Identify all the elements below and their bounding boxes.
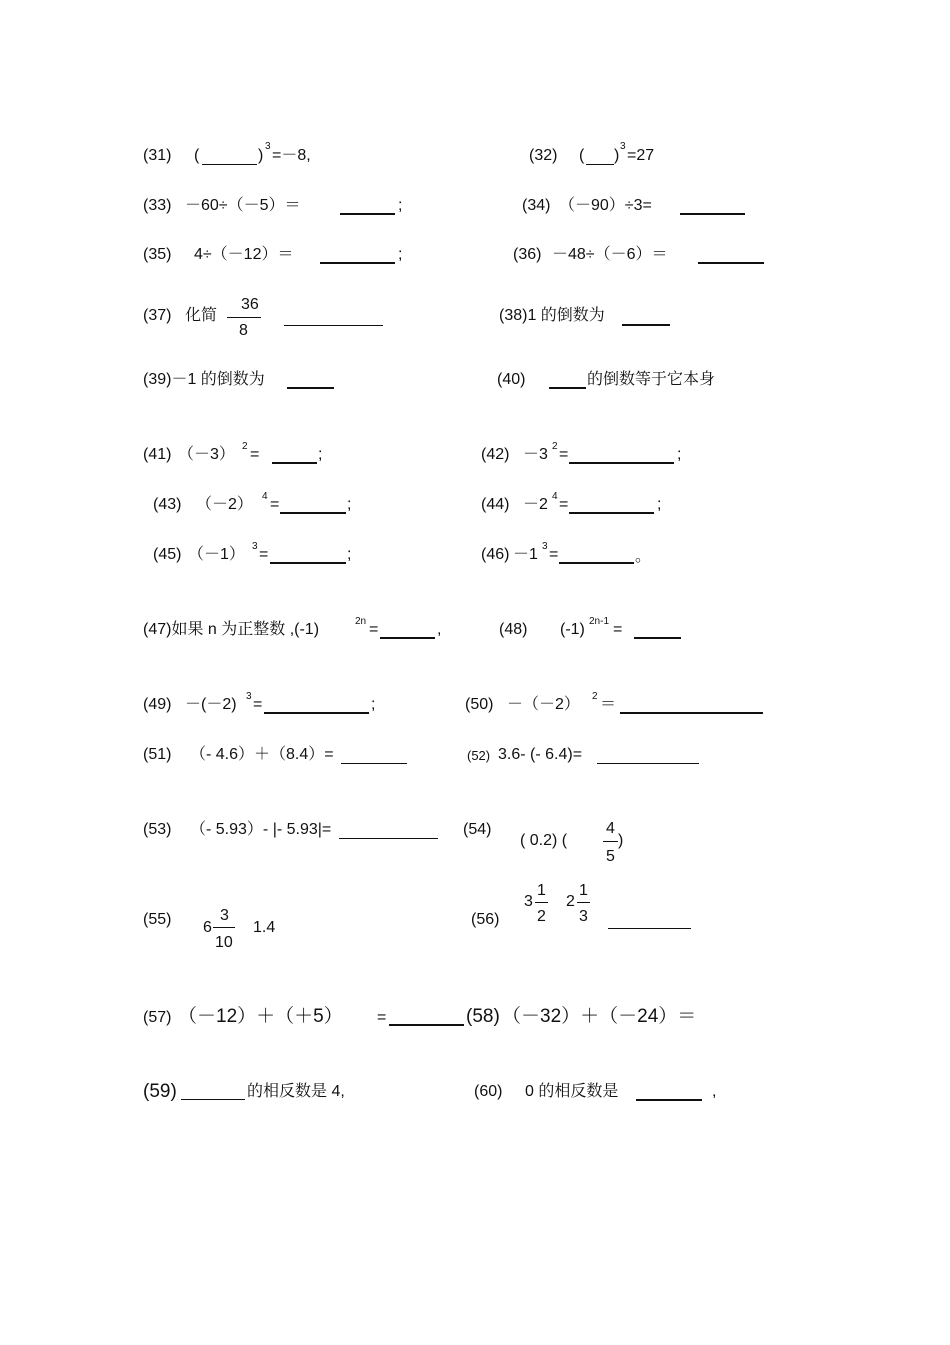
problem-44-exponent: 4 — [552, 491, 558, 502]
problem-38-text: (38)1 的倒数为 — [499, 307, 605, 324]
problem-54-numerator: 4 — [606, 820, 615, 837]
problem-59-text: 的相反数是 4, — [247, 1083, 345, 1100]
problem-41-number: (41) — [143, 446, 172, 463]
problem-50-answer-blank[interactable] — [620, 712, 763, 714]
problem-42-equals: = — [559, 446, 569, 463]
problem-31-open-paren: ( — [194, 147, 200, 164]
problem-40-text: 的倒数等于它本身 — [587, 371, 716, 388]
problem-31-close-paren: ) — [258, 147, 264, 164]
problem-46-answer-blank[interactable] — [559, 562, 634, 564]
problem-51-answer-blank[interactable] — [341, 763, 407, 764]
problem-45-equals: = — [259, 546, 269, 563]
problem-34-number: (34) — [522, 197, 551, 214]
problem-37-answer-blank[interactable] — [284, 325, 383, 326]
problem-50-equals: ＝ — [600, 696, 617, 713]
problem-33-end: ; — [398, 197, 403, 214]
problem-48-answer-blank[interactable] — [634, 637, 681, 639]
problem-55-fraction-bar — [213, 927, 235, 928]
problem-35-expression: 4÷（－12）＝ — [194, 246, 294, 263]
problem-42-exponent: 2 — [552, 441, 558, 452]
problem-53-expression: （- 5.93）- |- 5.93|= — [190, 821, 332, 838]
problem-44-answer-blank[interactable] — [569, 512, 654, 514]
problem-39-text: (39)－1 的倒数为 — [143, 371, 265, 388]
problem-51-expression: （- 4.6）＋（8.4）= — [190, 746, 334, 763]
problem-44-number: (44) — [481, 496, 510, 513]
problem-52-number: (52) — [467, 748, 491, 763]
problem-46-exponent: 3 — [542, 541, 548, 552]
problem-49-end: ; — [371, 696, 376, 713]
problem-47-text: (47)如果 n 为正整数 ,(-1) — [143, 621, 320, 638]
problem-43-answer-blank[interactable] — [280, 512, 346, 514]
problem-46-end: 。 — [635, 548, 652, 565]
problem-45-exponent: 3 — [252, 541, 258, 552]
problem-47-end: , — [437, 621, 442, 638]
problem-53-number: (53) — [143, 821, 172, 838]
problem-57-expression: （－12）＋（＋5） — [178, 1006, 343, 1027]
problem-34-answer-blank[interactable] — [680, 213, 745, 215]
problem-60-end: , — [712, 1083, 717, 1100]
problem-31-answer-blank[interactable] — [202, 164, 257, 165]
problem-48-equals: = — [613, 621, 623, 638]
problem-52-expression: 3.6- (- 6.4)= — [498, 746, 583, 763]
problem-54-denominator: 5 — [606, 848, 615, 865]
problem-37-fraction-bar — [227, 317, 261, 318]
problem-39-answer-blank[interactable] — [287, 387, 334, 389]
problem-38-answer-blank[interactable] — [622, 324, 670, 326]
problem-57-number: (57) — [143, 1009, 172, 1026]
problem-56-fraction-bar-1 — [535, 902, 548, 903]
problem-60-text: 0 的相反数是 — [525, 1083, 619, 1100]
problem-32-open-paren: ( — [579, 147, 585, 164]
problem-60-number: (60) — [474, 1083, 503, 1100]
problem-42-base: －3 — [523, 446, 548, 463]
problem-49-equals: = — [253, 696, 263, 713]
problem-57-answer-blank[interactable] — [389, 1024, 464, 1026]
problem-33-answer-blank[interactable] — [340, 213, 395, 215]
problem-56-numerator-1: 1 — [537, 882, 546, 899]
problem-41-base: （－3） — [178, 446, 235, 463]
problem-47-answer-blank[interactable] — [380, 637, 435, 639]
problem-55-whole: 6 — [203, 919, 212, 936]
problem-37-label: 化简 — [185, 307, 218, 324]
problem-56-denominator-2: 3 — [579, 908, 588, 925]
problem-49-base: －(－2) — [185, 696, 237, 713]
problem-43-exponent: 4 — [262, 491, 268, 502]
problem-58-expression: （－32）＋（－24）＝ — [502, 1006, 697, 1027]
problem-31-number: (31) — [143, 147, 172, 164]
problem-49-answer-blank[interactable] — [264, 712, 369, 714]
problem-56-number: (56) — [471, 911, 500, 928]
problem-42-number: (42) — [481, 446, 510, 463]
problem-43-end: ; — [347, 496, 352, 513]
problem-49-exponent: 3 — [246, 691, 252, 702]
problem-40-number: (40) — [497, 371, 526, 388]
problem-46-equals: = — [549, 546, 559, 563]
problem-53-answer-blank[interactable] — [339, 838, 438, 839]
problem-56-answer-blank[interactable] — [608, 928, 691, 929]
problem-45-end: ; — [347, 546, 352, 563]
problem-32-close-paren: ) — [614, 147, 620, 164]
problem-31-exponent: 3 — [265, 141, 271, 152]
problem-54-close-paren: ) — [618, 832, 624, 849]
problem-55-tail: 1.4 — [253, 919, 276, 936]
problem-50-base: －（－2） — [507, 696, 580, 713]
problem-37-number: (37) — [143, 307, 172, 324]
problem-51-number: (51) — [143, 746, 172, 763]
problem-47-equals: = — [369, 621, 379, 638]
problem-48-exponent: 2n-1 — [589, 616, 610, 627]
problem-54-number: (54) — [463, 821, 492, 838]
problem-57-equals: = — [377, 1009, 387, 1026]
problem-56-fraction-bar-2 — [577, 902, 590, 903]
problem-56-denominator-1: 2 — [537, 908, 546, 925]
problem-42-end: ; — [677, 446, 682, 463]
problem-55-number: (55) — [143, 911, 172, 928]
problem-56-whole-2: 2 — [566, 893, 575, 910]
problem-47-exponent: 2n — [355, 616, 367, 627]
problem-41-end: ; — [318, 446, 323, 463]
problem-50-exponent: 2 — [592, 691, 598, 702]
problem-52-answer-blank[interactable] — [597, 763, 699, 764]
problem-40-answer-blank[interactable] — [549, 387, 586, 389]
problem-43-base: （－2） — [196, 496, 253, 513]
problem-49-number: (49) — [143, 696, 172, 713]
problem-46-base: －1 — [513, 546, 538, 563]
problem-43-number: (43) — [153, 496, 182, 513]
problem-36-expression: －48÷（－6）＝ — [552, 246, 668, 263]
problem-36-number: (36) — [513, 246, 542, 263]
problem-41-exponent: 2 — [242, 441, 248, 452]
problem-33-number: (33) — [143, 197, 172, 214]
problem-54-fraction-bar — [603, 841, 618, 842]
problem-33-expression: －60÷（－5）＝ — [185, 197, 301, 214]
problem-42-answer-blank[interactable] — [569, 462, 674, 464]
problem-59-answer-blank[interactable] — [181, 1099, 245, 1100]
problem-59-number: (59) — [143, 1081, 177, 1102]
problem-44-end: ; — [657, 496, 662, 513]
problem-48-base: (-1) — [560, 621, 585, 638]
problem-48-number: (48) — [499, 621, 528, 638]
problem-50-number: (50) — [465, 696, 494, 713]
problem-56-whole-1: 3 — [524, 893, 533, 910]
problem-43-equals: = — [270, 496, 280, 513]
problem-55-denominator: 10 — [215, 934, 233, 951]
problem-56-numerator-2: 1 — [579, 882, 588, 899]
problem-46-number: (46) — [481, 546, 510, 563]
problem-31-rest: =－8, — [272, 147, 311, 164]
problem-45-number: (45) — [153, 546, 182, 563]
problem-32-exponent: 3 — [620, 141, 626, 152]
problem-54-expression: ( 0.2) ( — [520, 832, 568, 849]
problem-60-answer-blank[interactable] — [636, 1099, 702, 1101]
problem-35-number: (35) — [143, 246, 172, 263]
problem-35-answer-blank[interactable] — [320, 262, 395, 264]
problem-45-base: （－1） — [188, 546, 245, 563]
problem-32-rest: =27 — [627, 147, 655, 164]
problem-35-end: ; — [398, 246, 403, 263]
problem-32-number: (32) — [529, 147, 558, 164]
problem-55-numerator: 3 — [220, 907, 229, 924]
problem-41-answer-blank[interactable] — [272, 462, 317, 464]
problem-44-base: －2 — [523, 496, 548, 513]
problem-58-number: (58) — [466, 1006, 500, 1027]
problem-32-answer-blank[interactable] — [586, 164, 614, 165]
problem-37-numerator: 36 — [241, 296, 259, 313]
problem-45-answer-blank[interactable] — [270, 562, 346, 564]
problem-41-equals: = — [250, 446, 260, 463]
problem-36-answer-blank[interactable] — [698, 262, 764, 264]
problem-44-equals: = — [559, 496, 569, 513]
problem-37-denominator: 8 — [239, 322, 248, 339]
problem-34-expression: （－90）÷3= — [559, 197, 652, 214]
